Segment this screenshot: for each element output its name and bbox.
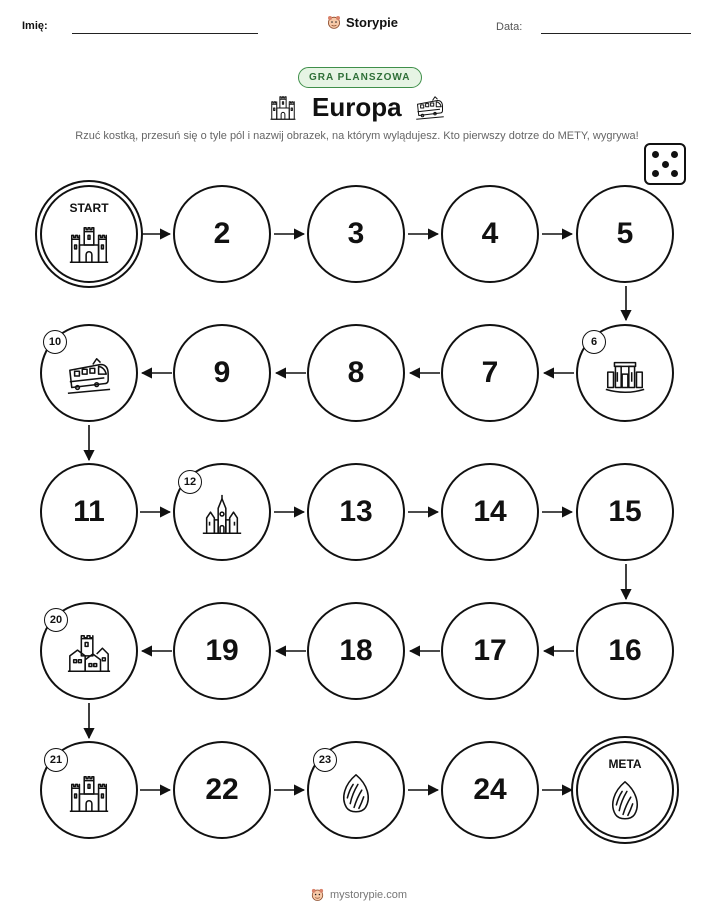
cell-number: 15 xyxy=(608,495,642,528)
cell-number: 22 xyxy=(205,773,239,806)
old-town-icon xyxy=(66,631,112,677)
board-cell-3 xyxy=(307,185,405,283)
board-cell-13 xyxy=(307,463,405,561)
date-label: Data: xyxy=(496,21,523,33)
name-label: Imię: xyxy=(22,20,48,32)
board-cell-24 xyxy=(441,741,539,839)
board-cell-14 xyxy=(441,463,539,561)
castle-icon xyxy=(66,771,112,817)
cell-number: 3 xyxy=(347,217,365,250)
board-cell-finish xyxy=(576,741,674,839)
board-cell-16 xyxy=(576,602,674,700)
stonehenge-icon xyxy=(602,353,648,399)
cathedral-icon xyxy=(199,493,245,539)
almond-icon xyxy=(333,771,379,817)
cell-number: 7 xyxy=(481,356,499,389)
almond-icon xyxy=(602,778,648,824)
board-cell-7 xyxy=(441,324,539,422)
board-cell-4 xyxy=(441,185,539,283)
cell-number: 2 xyxy=(213,217,231,250)
board-cell-22 xyxy=(173,741,271,839)
instructions: Rzuć kostką, przesuń się o tyle pól i nazwij obrazek, na którym wylądujesz. Kto pierwszy dotrze do METY, wygrywa! xyxy=(75,130,639,142)
cell-number-tag: 12 xyxy=(178,470,202,494)
cell-number-tag: 23 xyxy=(313,748,337,772)
footer-url[interactable]: mystorypie.com xyxy=(330,888,408,901)
train-icon xyxy=(66,353,112,399)
board-cell-8 xyxy=(307,324,405,422)
board-cell-9 xyxy=(173,324,271,422)
cell-number: 17 xyxy=(473,634,507,667)
board-cell-2 xyxy=(173,185,271,283)
board-cell-15 xyxy=(576,463,674,561)
cell-number-tag: 21 xyxy=(44,748,68,772)
game-type-badge: GRA PLANSZOWA xyxy=(298,67,422,88)
finish-label: META xyxy=(608,757,642,771)
board-cell-5 xyxy=(576,185,674,283)
cell-number: 24 xyxy=(473,773,507,806)
cell-number: 14 xyxy=(473,495,507,528)
castle-icon xyxy=(66,222,112,268)
cell-number-tag: 6 xyxy=(582,330,606,354)
cell-number: 5 xyxy=(616,217,634,250)
start-label: START xyxy=(69,201,109,215)
board-cell-17 xyxy=(441,602,539,700)
board-cell-11 xyxy=(40,463,138,561)
storypie-mascot-icon xyxy=(310,887,325,902)
cell-number: 4 xyxy=(481,217,499,250)
cell-number: 8 xyxy=(347,356,365,389)
board-cell-start xyxy=(40,185,138,283)
cell-number: 9 xyxy=(213,356,231,389)
cell-number: 13 xyxy=(339,495,373,528)
board-cell-19 xyxy=(173,602,271,700)
cell-number-tag: 20 xyxy=(44,608,68,632)
cell-number: 19 xyxy=(205,634,239,667)
cell-number: 11 xyxy=(73,495,105,528)
cell-number-tag: 10 xyxy=(43,330,67,354)
footer xyxy=(310,887,407,902)
page-title: Europa xyxy=(312,92,402,122)
board-cell-18 xyxy=(307,602,405,700)
cell-number: 18 xyxy=(339,634,373,667)
brand-name: Storypie xyxy=(346,14,399,30)
cell-number: 16 xyxy=(608,634,642,667)
